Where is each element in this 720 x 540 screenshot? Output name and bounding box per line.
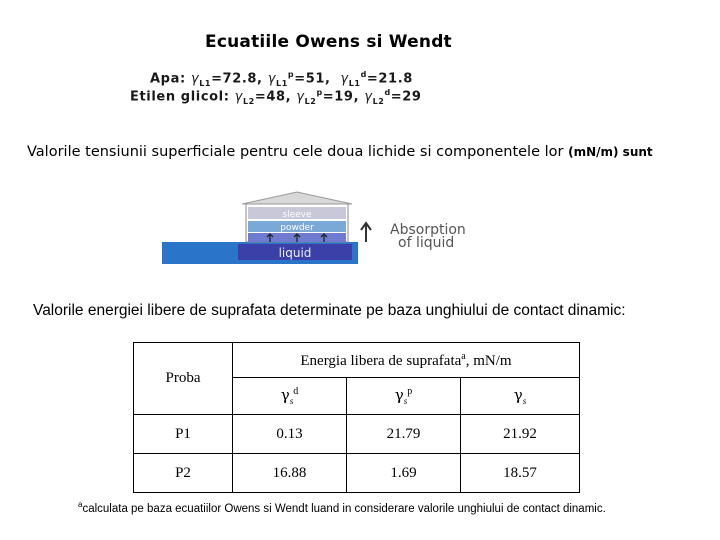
equation-glycol <box>130 88 422 106</box>
sleeve-cap <box>242 192 352 204</box>
superscript: p <box>316 88 323 97</box>
footnote <box>78 500 606 515</box>
equation-value: =72.8, <box>211 71 263 87</box>
gamma-symbol: γ <box>234 89 243 105</box>
energy-header-sup: a <box>461 350 466 362</box>
energy-header-cell <box>233 343 580 378</box>
absorption-arrow-icon <box>361 223 371 242</box>
subscript: L1 <box>348 78 361 88</box>
superscript: d <box>360 70 367 79</box>
gamma-symbol: γ <box>513 386 523 404</box>
col-p-header <box>347 378 461 415</box>
absorption-diagram <box>150 190 530 265</box>
superscript: p <box>287 70 295 79</box>
cell-proba: P1 <box>134 415 233 454</box>
subscript: s <box>403 396 408 406</box>
cell-s: 21.92 <box>461 415 580 454</box>
col-d-header <box>233 378 347 415</box>
subscript: L2 <box>372 96 385 106</box>
energy-header: Energia libera de suprafata <box>300 352 462 369</box>
intro-text <box>27 144 653 160</box>
surface-energy-table <box>133 342 580 493</box>
cell-d: 16.88 <box>233 454 347 493</box>
cell-p: 21.79 <box>347 415 461 454</box>
gamma-symbol: γ <box>267 71 277 87</box>
superscript: d <box>384 88 391 97</box>
energy-header-unit: , mN/m <box>465 352 512 369</box>
equation-water-label: Apa: <box>150 71 186 87</box>
gamma-symbol: γ <box>296 89 305 105</box>
col-s-header <box>461 378 580 415</box>
subscript: s <box>522 396 527 406</box>
subscript: L1 <box>276 78 288 88</box>
cell-s: 18.57 <box>461 454 580 493</box>
superscript: p <box>407 386 413 397</box>
cell-proba: P2 <box>134 454 233 493</box>
proba-header: Proba <box>165 370 201 386</box>
table-row <box>134 454 580 493</box>
energy-section-label: Valorile energiei libere de suprafata determinate pe baza unghiului de contact dinamic: <box>33 302 626 319</box>
liquid-label: liquid <box>278 246 312 260</box>
subscript: L2 <box>242 96 255 106</box>
powder-label: powder <box>280 223 314 233</box>
cell-p: 1.69 <box>347 454 461 493</box>
gamma-symbol: γ <box>190 71 200 87</box>
subscript: L1 <box>199 78 212 88</box>
absorption-caption-2: of liquid <box>398 235 455 251</box>
gamma-symbol: γ <box>335 71 349 87</box>
sleeve-label: sleeve <box>282 210 312 220</box>
gamma-symbol: γ <box>394 386 404 404</box>
cell-d: 0.13 <box>233 415 347 454</box>
table-row <box>134 415 580 454</box>
equation-glycol-label: Etilen glicol: <box>130 89 230 105</box>
equation-value: =19, <box>322 89 360 105</box>
equation-water <box>150 70 413 88</box>
equation-value: =48, <box>254 89 292 105</box>
proba-header-cell <box>134 343 233 415</box>
footnote-text: calculata pe baza ecuatiilor Owens si Wendt luand in considerare valorile unghiului de contact dinamic. <box>82 502 606 515</box>
intro-unit: (mN/m) sunt <box>568 145 653 159</box>
gamma-symbol: γ <box>280 386 290 404</box>
intro-main: Valorile tensiunii superficiale pentru cele doua lichide si componentele lor <box>27 144 564 160</box>
equation-value: =29 <box>390 89 422 105</box>
footnote-marker: a <box>78 500 83 509</box>
absorption-caption-1: Absorption <box>390 222 466 238</box>
subscript: L2 <box>304 96 317 106</box>
gamma-symbol: γ <box>364 89 373 105</box>
equation-value: =51, <box>294 71 331 87</box>
subscript: s <box>289 396 294 406</box>
superscript: d <box>293 386 299 397</box>
equation-value: =21.8 <box>366 71 413 87</box>
table-header-row <box>134 343 580 378</box>
page-title: Ecuatiile Owens si Wendt <box>205 32 452 52</box>
